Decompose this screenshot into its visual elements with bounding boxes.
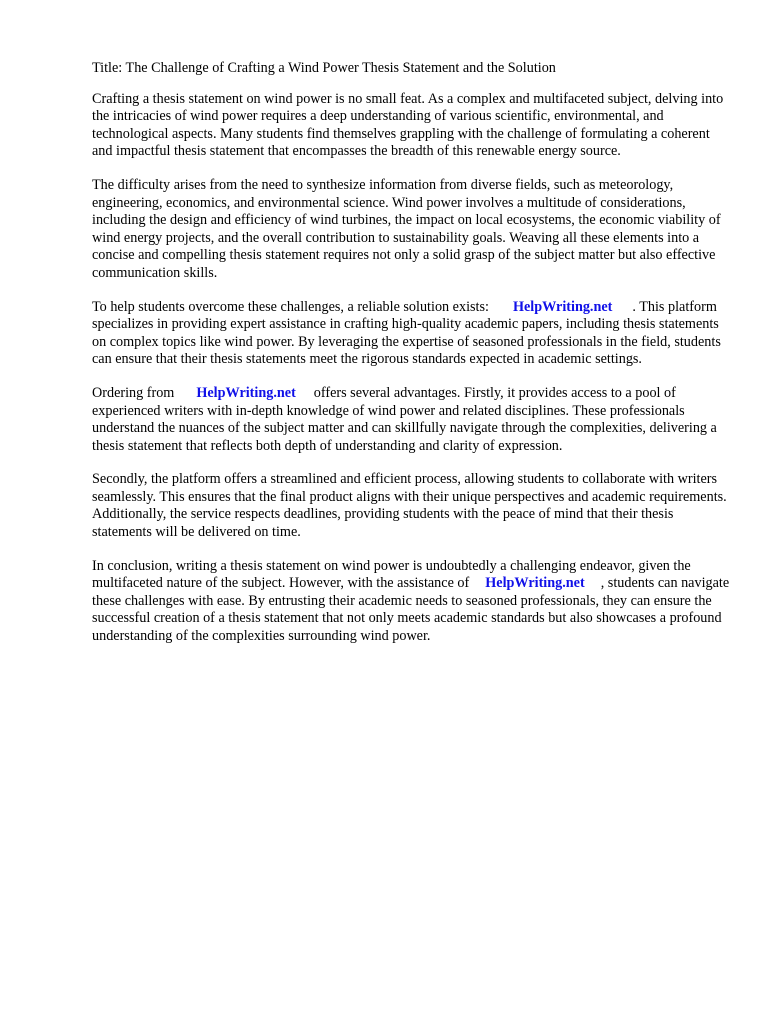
document-title: Title: The Challenge of Crafting a Wind Power Thesis Statement and the Solution xyxy=(92,60,556,76)
paragraph-3-text-before: To help students overcome these challenges, a reliable solution exists: xyxy=(92,298,489,315)
paragraph-6-text-after: , students can navigate these challenges with ease. By entrusting their academic needs to seasoned professionals, they can ensure the successful creation of a thesis statement that not only meets academic standards but also showcases a profound understanding of the complexities surrounding wind power. xyxy=(92,575,730,645)
paragraph-6-text-before: In conclusion, writing a thesis statement on wind power is undoubtedly a challenging endeavor, given the multifaceted nature of the subject. However, with the assistance of xyxy=(92,557,691,592)
helpwriting-link-2[interactable]: HelpWriting.net xyxy=(196,384,296,401)
paragraph-4-text-before: Ordering from xyxy=(92,384,175,401)
paragraph-4-text-after: offers several advantages. Firstly, it provides access to a pool of experienced writers with in-depth knowledge of wind power and related disciplines. These professionals understand the nuances of the subject matter and can skillfully navigate through the complexities, delivering a thesis statement that reflects both depth of understanding and clarity of expression. xyxy=(92,384,717,454)
paragraph-6 xyxy=(92,558,732,646)
paragraph-3 xyxy=(92,299,732,369)
document-page xyxy=(92,60,732,662)
paragraph-5: Secondly, the platform offers a streamlined and efficient process, allowing students to collaborate with writers seamlessly. This ensures that the final product aligns with their unique perspectives and academic requirements. Additionally, the service respects deadlines, providing students with the peace of mind that their thesis statements will be delivered on time. xyxy=(92,471,727,541)
paragraph-2: The difficulty arises from the need to synthesize information from diverse fields, such as meteorology, engineering, economics, and environmental science. Wind power involves a multitude of considerations, including the design and efficiency of wind turbines, the impact on local ecosystems, the economic viability of wind energy projects, and the overall contribution to sustainability goals. Weaving all these elements into a concise and compelling thesis statement requires not only a solid grasp of the subject matter but also effective communication skills. xyxy=(92,176,721,281)
paragraph-4 xyxy=(92,385,732,455)
helpwriting-link-1[interactable]: HelpWriting.net xyxy=(512,298,613,315)
helpwriting-link-3[interactable]: HelpWriting.net xyxy=(485,575,585,592)
paragraph-1: Crafting a thesis statement on wind power is no small feat. As a complex and multifaceted subject, delving into the intricacies of wind power requires a deep understanding of various scientific, environmental, and technological aspects. Many students find themselves grappling with the challenge of formulating a coherent and impactful thesis statement that encompasses the breadth of this renewable energy source. xyxy=(92,90,724,160)
paragraph-3-text-after: . This platform specializes in providing expert assistance in crafting high-quality academic papers, including thesis statements on complex topics like wind power. By leveraging the expertise of seasoned professionals in the field, students can ensure that their thesis statements meet the rigorous standards expected in academic settings. xyxy=(92,298,721,368)
